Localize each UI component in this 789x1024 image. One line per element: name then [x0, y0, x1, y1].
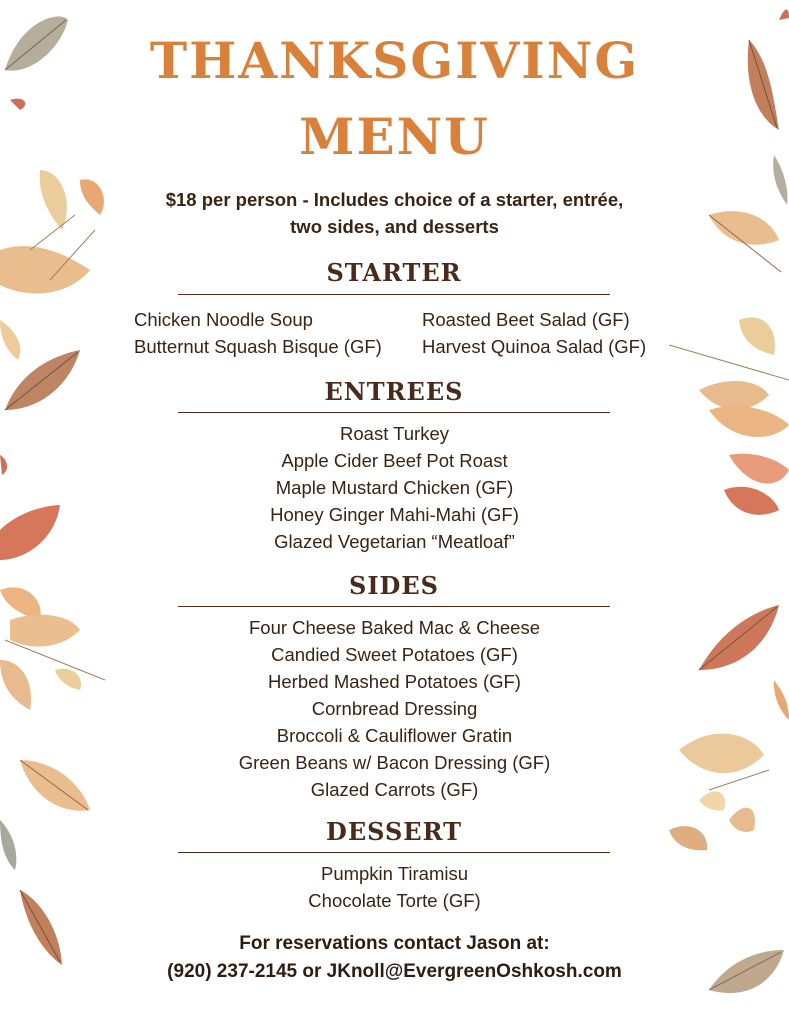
price-tagline [110, 186, 679, 240]
sides-heading: SIDES [349, 571, 439, 600]
reservation-line1: For reservations contact Jason at: [239, 933, 550, 954]
side-item: Glazed Carrots (GF) [310, 779, 479, 800]
tagline-line1: $18 per person - Includes choice of a starter, entrée, [165, 189, 624, 210]
sides-divider [178, 606, 610, 607]
entree-item: Glazed Vegetarian “Meatloaf” [274, 531, 515, 552]
dessert-item: Pumpkin Tiramisu [320, 863, 468, 884]
side-item: Herbed Mashed Potatoes (GF) [268, 671, 521, 692]
starter-item: Roasted Beet Salad (GF) [422, 309, 630, 330]
side-item: Green Beans w/ Bacon Dressing (GF) [238, 752, 551, 773]
entree-item: Honey Ginger Mahi-Mahi (GF) [270, 504, 519, 525]
starter-item: Harvest Quinoa Salad (GF) [422, 336, 647, 357]
entrees-divider [178, 412, 610, 413]
autumn-leaves-left-decoration [0, 0, 120, 1024]
reservation-contact: (920) 237-2145 or JKnoll@EvergreenOshkosh.com [167, 961, 622, 982]
starter-column-left [134, 306, 382, 360]
menu-title-line2: MENU [299, 107, 490, 166]
entree-item: Maple Mustard Chicken (GF) [275, 477, 514, 498]
side-item: Candied Sweet Potatoes (GF) [271, 644, 518, 665]
entrees-list [110, 420, 679, 555]
dessert-heading: DESSERT [326, 817, 462, 846]
entrees-heading: ENTREES [324, 377, 464, 406]
side-item: Cornbread Dressing [311, 698, 478, 719]
starter-column-right [422, 306, 646, 360]
starter-item: Chicken Noodle Soup [134, 309, 313, 330]
starter-divider [178, 294, 610, 295]
tagline-line2: two sides, and desserts [290, 216, 499, 237]
autumn-leaves-right-decoration [669, 0, 789, 1024]
menu-title-line1: THANKSGIVING [149, 31, 640, 90]
entree-item: Apple Cider Beef Pot Roast [281, 450, 508, 471]
dessert-list [110, 860, 679, 914]
side-item: Broccoli & Cauliflower Gratin [276, 725, 513, 746]
entree-item: Roast Turkey [340, 423, 449, 444]
dessert-item: Chocolate Torte (GF) [308, 890, 481, 911]
dessert-divider [178, 852, 610, 853]
starter-heading: STARTER [326, 258, 462, 287]
side-item: Four Cheese Baked Mac & Cheese [248, 617, 540, 638]
sides-list [110, 614, 679, 803]
starter-item: Butternut Squash Bisque (GF) [134, 336, 382, 357]
reservation-info [110, 930, 679, 986]
